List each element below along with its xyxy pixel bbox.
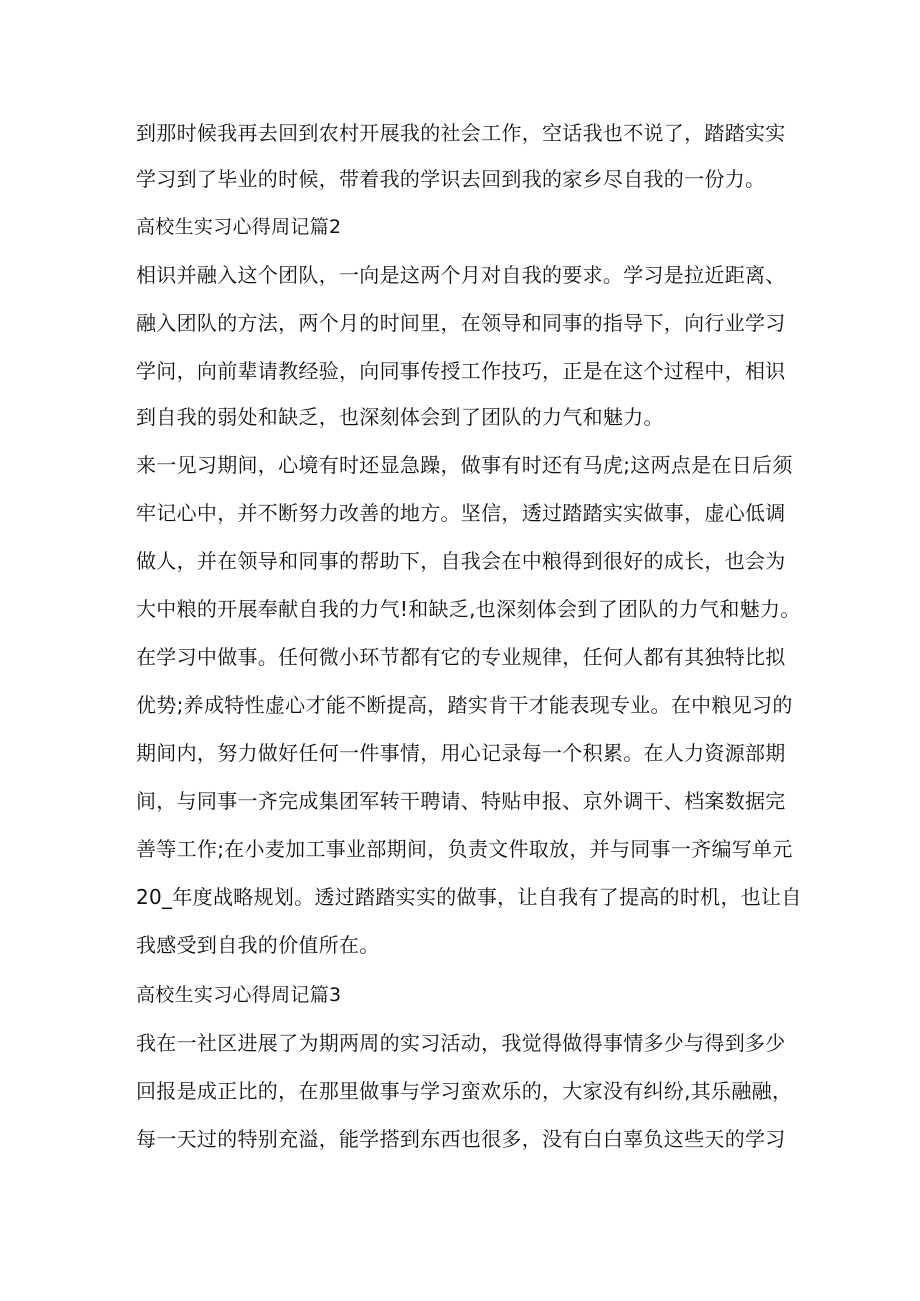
paragraph-line: 我感受到自我的价值所在。 [136,933,380,957]
paragraph-line: 相识并融入这个团队，一向是这两个月对自我的要求。学习是拉近距离、 [136,263,786,287]
paragraph-line: 学习到了毕业的时候，带着我的学识去回到我的家乡尽自我的一份力。 [136,167,766,191]
paragraph-line: 做人，并在领导和同事的帮助下，自我会在中粮得到很好的成长，也会为 [136,549,786,573]
paragraph-line: 间，与同事一齐完成集团军转干聘请、特贴申报、京外调干、档案数据完 [136,789,786,813]
paragraph-line: 回报是成正比的，在那里做事与学习蛮欢乐的，大家没有纠纷,其乐融融， [136,1079,793,1103]
paragraph-line: 融入团队的方法，两个月的时间里，在领导和同事的指导下，向行业学习 [136,311,786,335]
section-heading: 高校生实习心得周记篇3 [136,984,342,1006]
paragraph-line: 学问，向前辈请教经验，向同事传授工作技巧，正是在这个过程中，相识 [136,359,786,383]
paragraph-line: 善等工作;在小麦加工事业部期间，负责文件取放，并与同事一齐编写单元 [136,837,793,861]
paragraph-line: 到那时候我再去回到农村开展我的社会工作，空话我也不说了，踏踏实实 [136,121,786,145]
paragraph-line: 在学习中做事。任何微小环节都有它的专业规律，任何人都有其独特比拟 [136,645,786,669]
paragraph-line: 20_年度战略规划。透过踏踏实实的做事，让自我有了提高的时机，也让自 [136,885,802,909]
paragraph-line: 我在一社区进展了为期两周的实习活动，我觉得做得事情多少与得到多少 [136,1031,786,1055]
section-heading: 高校生实习心得周记篇2 [136,216,342,238]
paragraph-line: 大中粮的开展奉献自我的力气!和缺乏,也深刻体会到了团队的力气和魅力。 [136,597,801,621]
paragraph-line: 牢记心中，并不断努力改善的地方。坚信，透过踏踏实实做事，虚心低调 [136,501,786,525]
paragraph-line: 优势;养成特性虚心才能不断提高，踏实肯干才能表现专业。在中粮见习的 [136,693,793,717]
paragraph-line: 来一见习期间，心境有时还显急躁，做事有时还有马虎;这两点是在日后须 [136,453,793,477]
paragraph-line: 到自我的弱处和缺乏，也深刻体会到了团队的力气和魅力。 [136,405,664,429]
paragraph-line: 每一天过的特别充溢，能学搭到东西也很多，没有白白辜负这些天的学习 [136,1127,786,1151]
paragraph-line: 期间内，努力做好任何一件事情，用心记录每一个积累。在人力资源部期 [136,741,786,765]
